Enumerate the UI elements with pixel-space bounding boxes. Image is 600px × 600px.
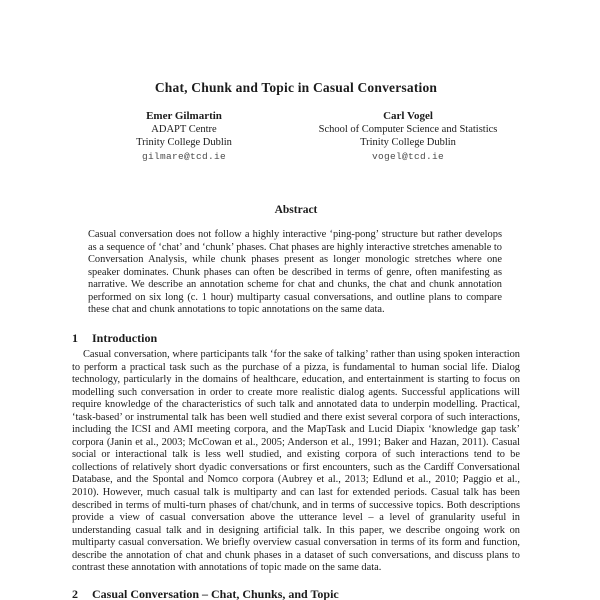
introduction-paragraph: Casual conversation, where participants talk ‘for the sake of talking’ rather than using spoken interaction to perform a practical task such as the purchase of a pizza, is fundamental to human social life. Dialog technology, particularly in the domains of healthcare, education, and entertainment is starting to focus on modelling such conversation in order to create more realistic dialog agents. Successful applications will require knowledge of the characteristics of such talk and annotated data to underpin modelling. Practical, ‘task-based’ or instrumental talk has been well studied and there exist several corpora of such interactions, including the ICSI and AMI meeting corpora, and the MapTask and Lucid Diapix ‘knowledge gap task’ corpora (Janin et al., 2003; McCowan et al., 2005; Anderson et al., 1991; Baker and Hazan, 2011). Casual social or interactional talk is less well studied, and existing corpora of such interactions tend to be collections of relatively short dyadic conversations or first encounters, such as the Cardiff Conversational Database, and the Spontal and Nomco corpora (Aubrey et al., 2013; Edlund et al., 2010; Paggio et al., 2010). However, much casual talk is multiparty and can last for extended periods. Casual talk has been described in terms of multi-turn phases of chat/chunk, and in terms of successive topics. Both descriptions provide a view of casual conversation above the utterance level – a level of granularity useful in understanding casual talk and in designing artificial talk. In this paper, we describe ongoing work on multiparty casual conversation. We briefly overview casual conversation in terms of its form and function, describe the annotation of chat and chunk phases in a dataset of such conversations, and discuss plans to contrast these annotation with annotations of topic made on the same data.	[72, 349, 520, 574]
section-number: 2	[72, 587, 78, 600]
author-name: Emer Gilmartin	[146, 110, 222, 122]
author-affiliation: Trinity College Dublin	[136, 137, 232, 148]
section-heading-casual-conversation	[72, 587, 520, 600]
author-block-right	[296, 110, 520, 163]
paper-title: Chat, Chunk and Topic in Casual Conversation	[154, 80, 438, 95]
author-affiliation: ADAPT Centre	[151, 124, 217, 135]
section-heading-introduction	[72, 331, 520, 346]
author-block-left	[72, 110, 296, 163]
section-title: Introduction	[92, 331, 158, 345]
abstract-heading: Abstract	[274, 204, 318, 216]
section-title: Casual Conversation – Chat, Chunks, and Topic	[92, 587, 339, 600]
authors-row	[72, 110, 520, 163]
author-email: vogel@tcd.ie	[371, 151, 444, 162]
section-number: 1	[72, 331, 78, 345]
author-email: gilmare@tcd.ie	[141, 151, 226, 162]
author-affiliation: School of Computer Science and Statistics	[318, 124, 498, 135]
author-name: Carl Vogel	[383, 110, 433, 122]
abstract-text: Casual conversation does not follow a highly interactive ‘ping-pong’ structure but rather develops as a sequence of ‘chat’ and ‘chunk’ phases. Chat phases are highly interactive stretches amenable to Conversation Analysis, while chunk phases present as longer monologic stretches where one speaker dominates. Chunk phases can often be described in terms of genre, often manifesting as narrative. We describe an annotation scheme for chat and chunks, the chat and chunk annotation performed on six long (c. 1 hour) multiparty casual conversations, and outline plans to compare these chat and chunk annotations to topic annotations on the same data.	[88, 229, 502, 316]
author-affiliation: Trinity College Dublin	[360, 137, 456, 148]
